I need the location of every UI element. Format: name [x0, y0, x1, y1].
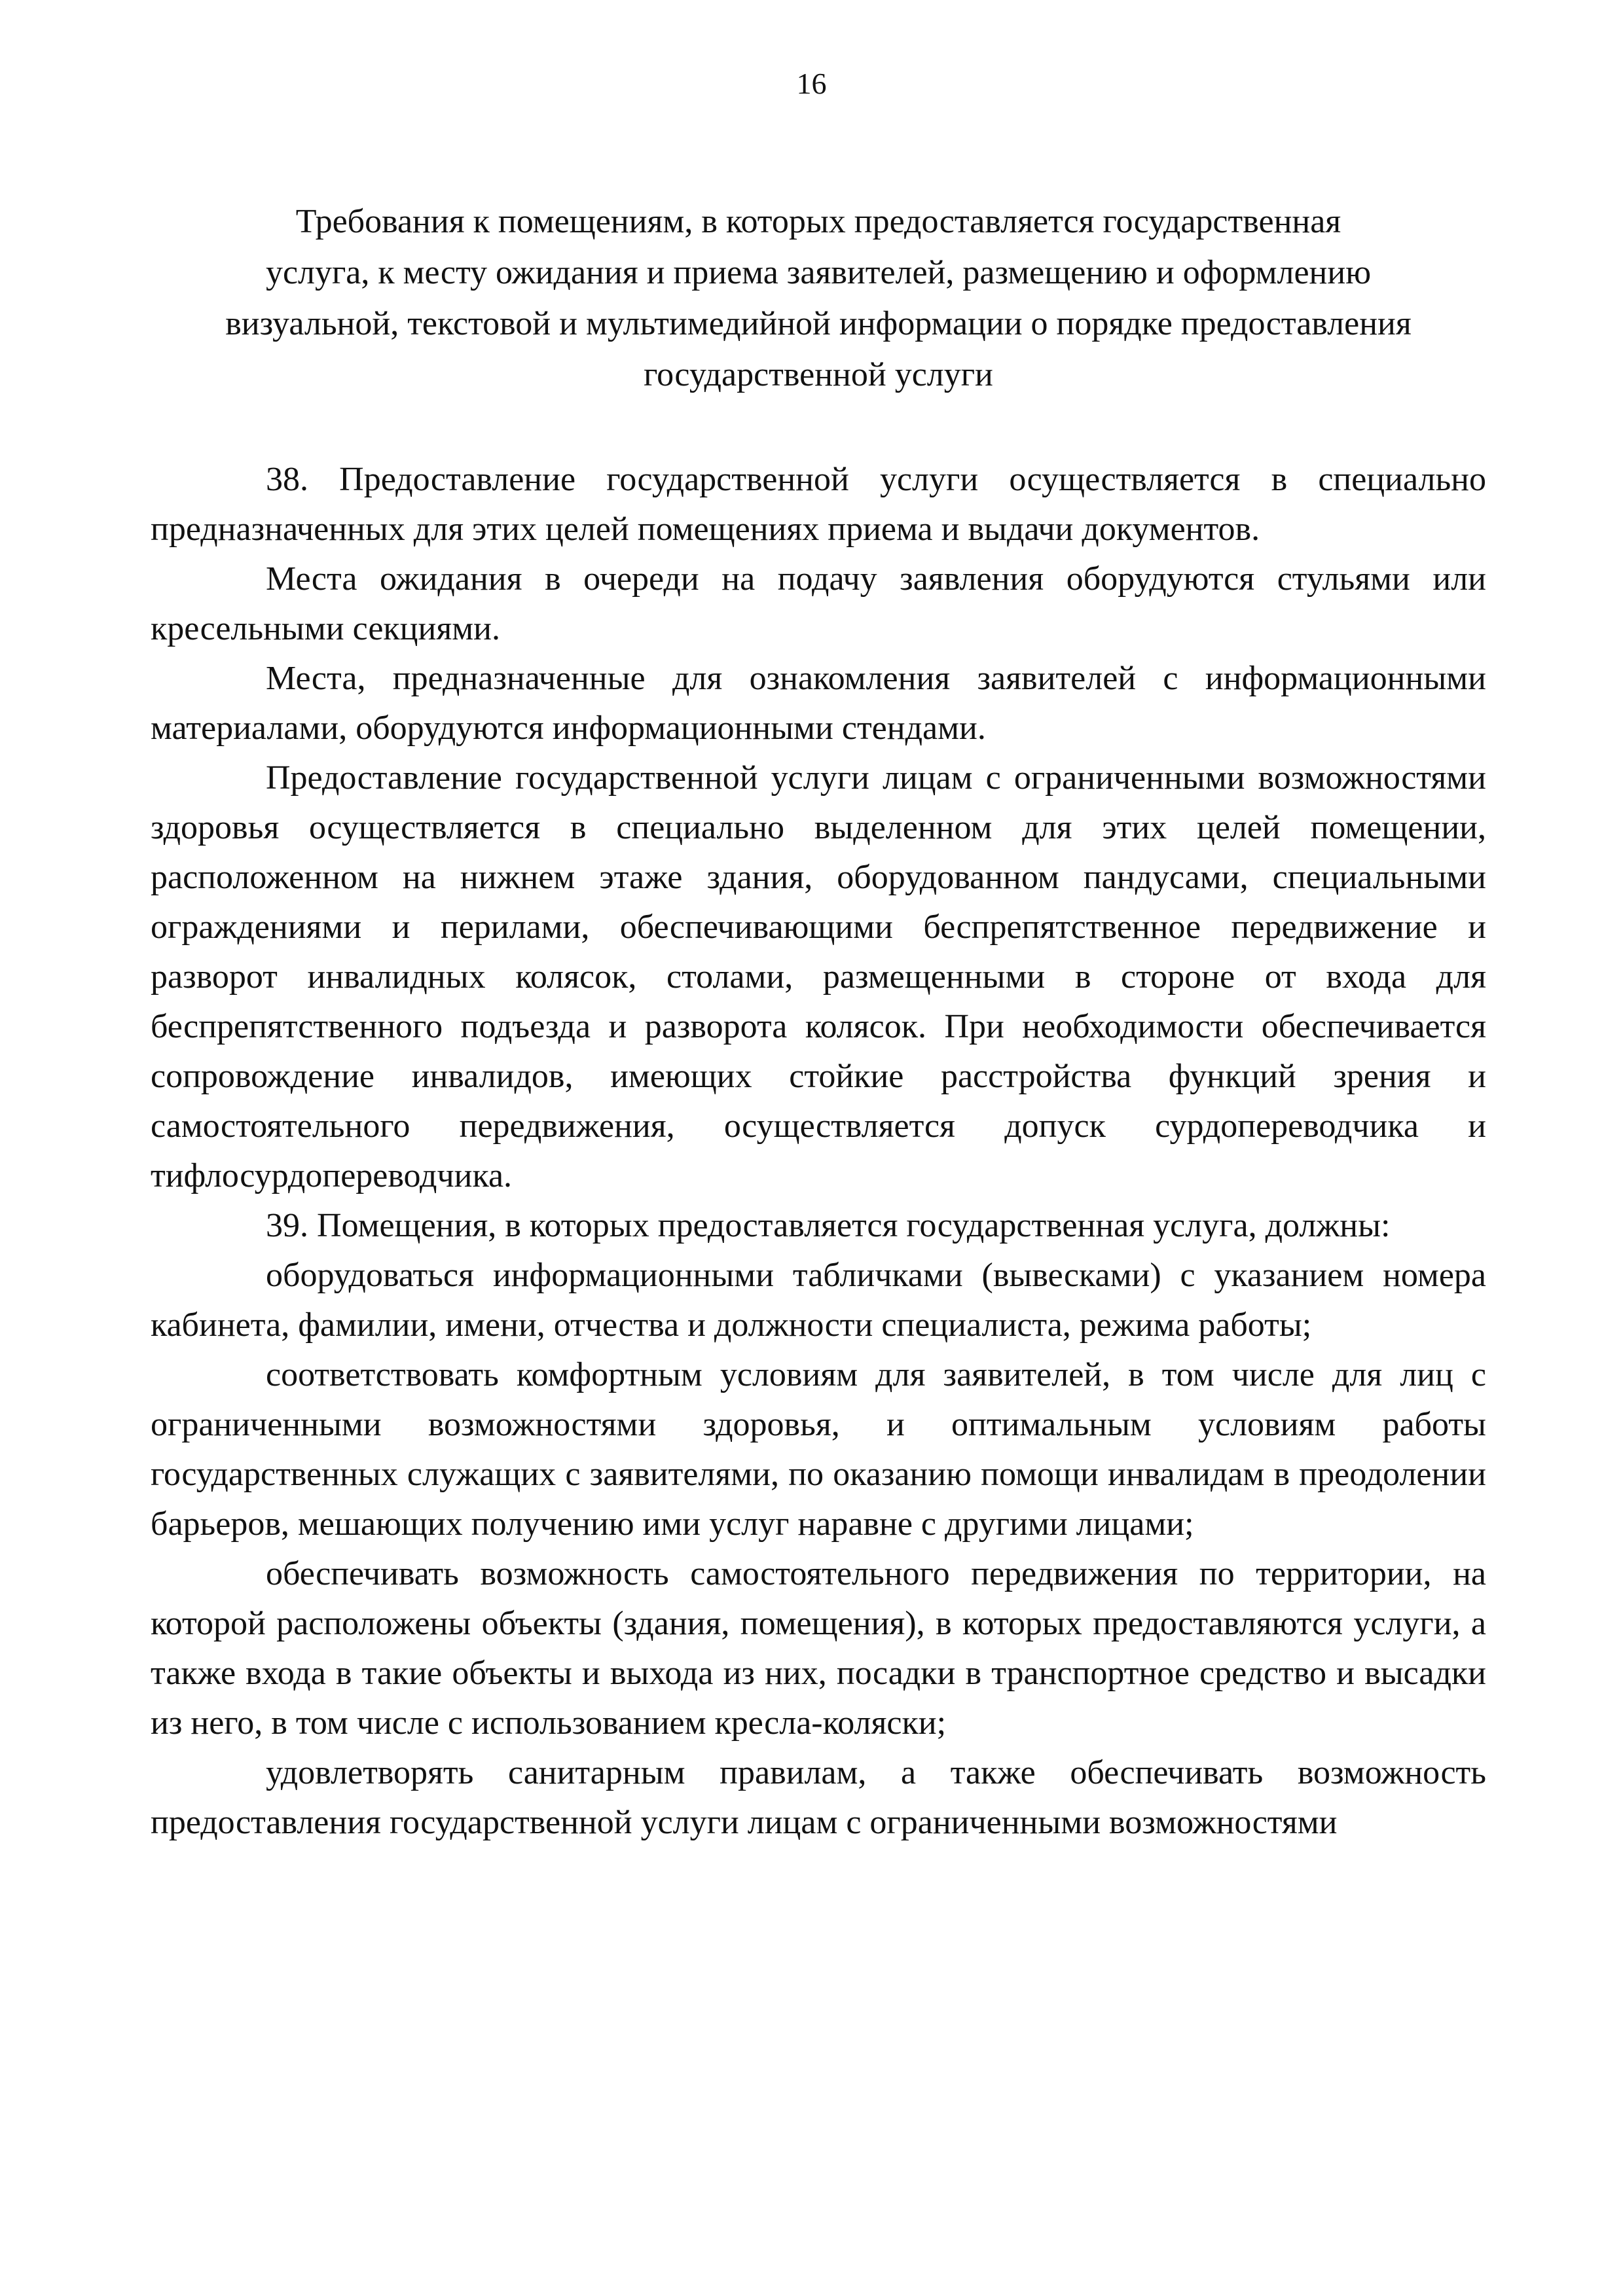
paragraph-independent-movement: обеспечивать возможность самостоятельного передвижения по территории, на которой расположены объекты (здания, помещения), в которых предоставляются услуги, а также входа в такие объекты и выхода из них, посадки в транспортное средство и высадки из него, в том числе с использованием кресла-коляски;: [151, 1555, 1486, 1742]
heading-line: визуальной, текстовой и мультимедийной информации о порядке предоставления: [225, 305, 1412, 342]
paragraph-info-signs: оборудоваться информационными табличками (вывесками) с указанием номера кабинета, фамилии, имени, отчества и должности специалиста, режима работы;: [151, 1257, 1486, 1344]
heading-line: государственной услуги: [644, 356, 993, 393]
document-body: [151, 455, 1486, 1848]
paragraph-waiting-places: Места ожидания в очереди на подачу заявления оборудуются стульями или кресельными секциями.: [151, 560, 1486, 647]
paragraph-info-stands: Места, предназначенные для ознакомления заявителей с информационными материалами, оборудуются информационными стендами.: [151, 660, 1486, 747]
paragraph-38: 38. Предоставление государственной услуги осуществляется в специально предназначенных для этих целей помещениях приема и выдачи документов.: [151, 461, 1486, 548]
heading-line: Требования к помещениям, в которых предоставляется государственная: [295, 203, 1341, 240]
paragraph-39: 39. Помещения, в которых предоставляется государственная услуга, должны:: [266, 1207, 1391, 1244]
heading-line: услуга, к месту ожидания и приема заявителей, размещению и оформлению: [265, 254, 1372, 291]
paragraph-accessibility: Предоставление государственной услуги лицам с ограниченными возможностями здоровья осуществляется в специально выделенном для этих целей помещении, расположенном на нижнем этаже здания, оборудованном пандусами, специальными ограждениями и перилами, обеспечивающими беспрепятственное передвижение и разворот инвалидных колясок, столами, размещенными в стороне от входа для беспрепятственного подъезда и разворота колясок. При необходимости обеспечивается сопровождение инвалидов, имеющих стойкие расстройства функций зрения и самостоятельного передвижения, осуществляется допуск сурдопереводчика и тифлосурдопереводчика.: [151, 759, 1486, 1194]
page-number: 16: [796, 67, 827, 100]
paragraph-comfort-conditions: соответствовать комфортным условиям для заявителей, в том числе для лиц с ограниченными возможностями здоровья, и оптимальным условиям работы государственных служащих с заявителями, по оказанию помощи инвалидам в преодолении барьеров, мешающих получению ими услуг наравне с другими лицами;: [151, 1356, 1486, 1543]
section-heading: [151, 196, 1486, 401]
paragraph-sanitary-rules: удовлетворять санитарным правилам, а также обеспечивать возможность предоставления государственной услуги лицам с ограниченными возможностями: [151, 1754, 1486, 1841]
